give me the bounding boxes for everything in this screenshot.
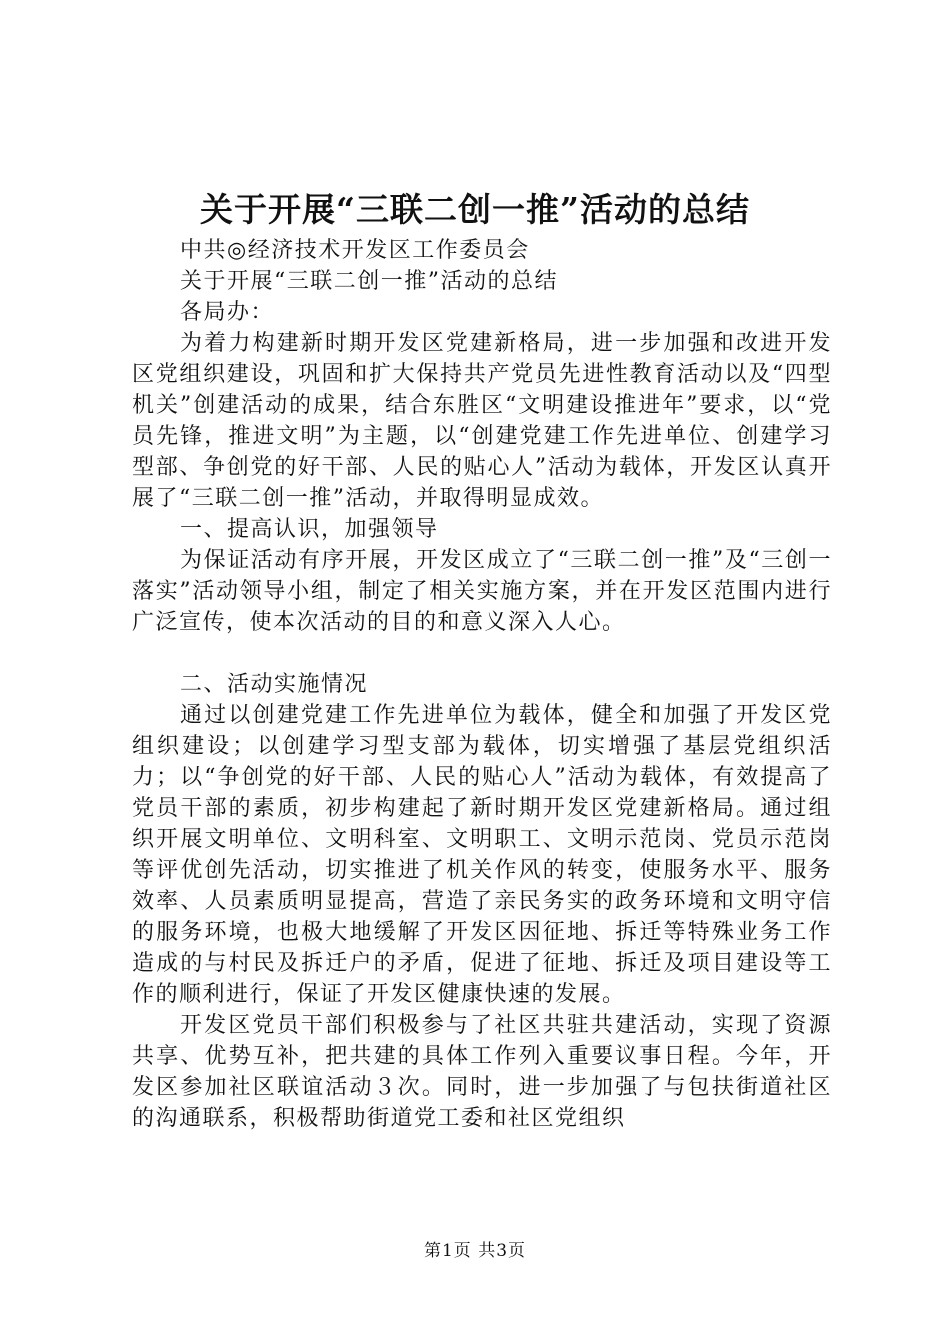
intro-paragraph: 为着力构建新时期开发区党建新格局，进一步加强和改进开发区党组织建设，巩固和扩大保持共产党员先进性教育活动以及“四型机关”创建活动的成果，结合东胜区“文明建设推进年”要求，以“党员先锋，推进文明”为主题，以“创建党建工作先进单位、创建学习型部、争创党的好干部、人民的贴心人”活动为载体，开发区认真开展了“三联二创一推”活动，并取得明显成效。 <box>132 331 832 511</box>
document-body <box>132 235 832 1134</box>
section1-paragraph: 为保证活动有序开展，开发区成立了“三联二创一推”及“三创一落实”活动领导小组，制定了相关实施方案，并在开发区范围内进行广泛宣传，使本次活动的目的和意义深入人心。 <box>132 548 832 635</box>
section2-paragraph-2: 开发区党员干部们积极参与了社区共驻共建活动，实现了资源共享、优势互补，把共建的具体工作列入重要议事日程。今年，开发区参加社区联谊活动３次。同时，进一步加强了与包扶街道社区的沟通联系，积极帮助街道党工委和社区党组织 <box>132 1013 832 1131</box>
subtitle-line: 关于开展“三联二创一推”活动的总结 <box>180 269 558 294</box>
page-footer: 第1页 共3页 <box>423 1241 527 1261</box>
document-title: 关于开展“三联二创一推”活动的总结 <box>200 190 750 229</box>
section2-heading: 二、活动实施情况 <box>180 672 369 697</box>
section1-heading: 一、提高认识，加强领导 <box>180 517 439 542</box>
salutation-line: 各局办： <box>180 300 275 325</box>
section2-paragraph-1: 通过以创建党建工作先进单位为载体，健全和加强了开发区党组织建设；以创建学习型支部为载体，切实增强了基层党组织活力；以“争创党的好干部、人民的贴心人”活动为载体，有效提高了党员干部的素质，初步构建起了新时期开发区党建新格局。通过组织开展文明单位、文明科室、文明职工、文明示范岗、党员示范岗等评优创先活动，切实推进了机关作风的转变，使服务水平、服务效率、人员素质明显提高，营造了亲民务实的政务环境和文明守信的服务环境，也极大地缓解了开发区因征地、拆迁等特殊业务工作造成的与村民及拆迁户的矛盾，促进了征地、拆迁及项目建设等工作的顺利进行，保证了开发区健康快速的发展。 <box>132 703 832 1007</box>
issuer-line: 中共◎经济技术开发区工作委员会 <box>180 238 530 263</box>
paragraph-gap <box>132 638 832 669</box>
